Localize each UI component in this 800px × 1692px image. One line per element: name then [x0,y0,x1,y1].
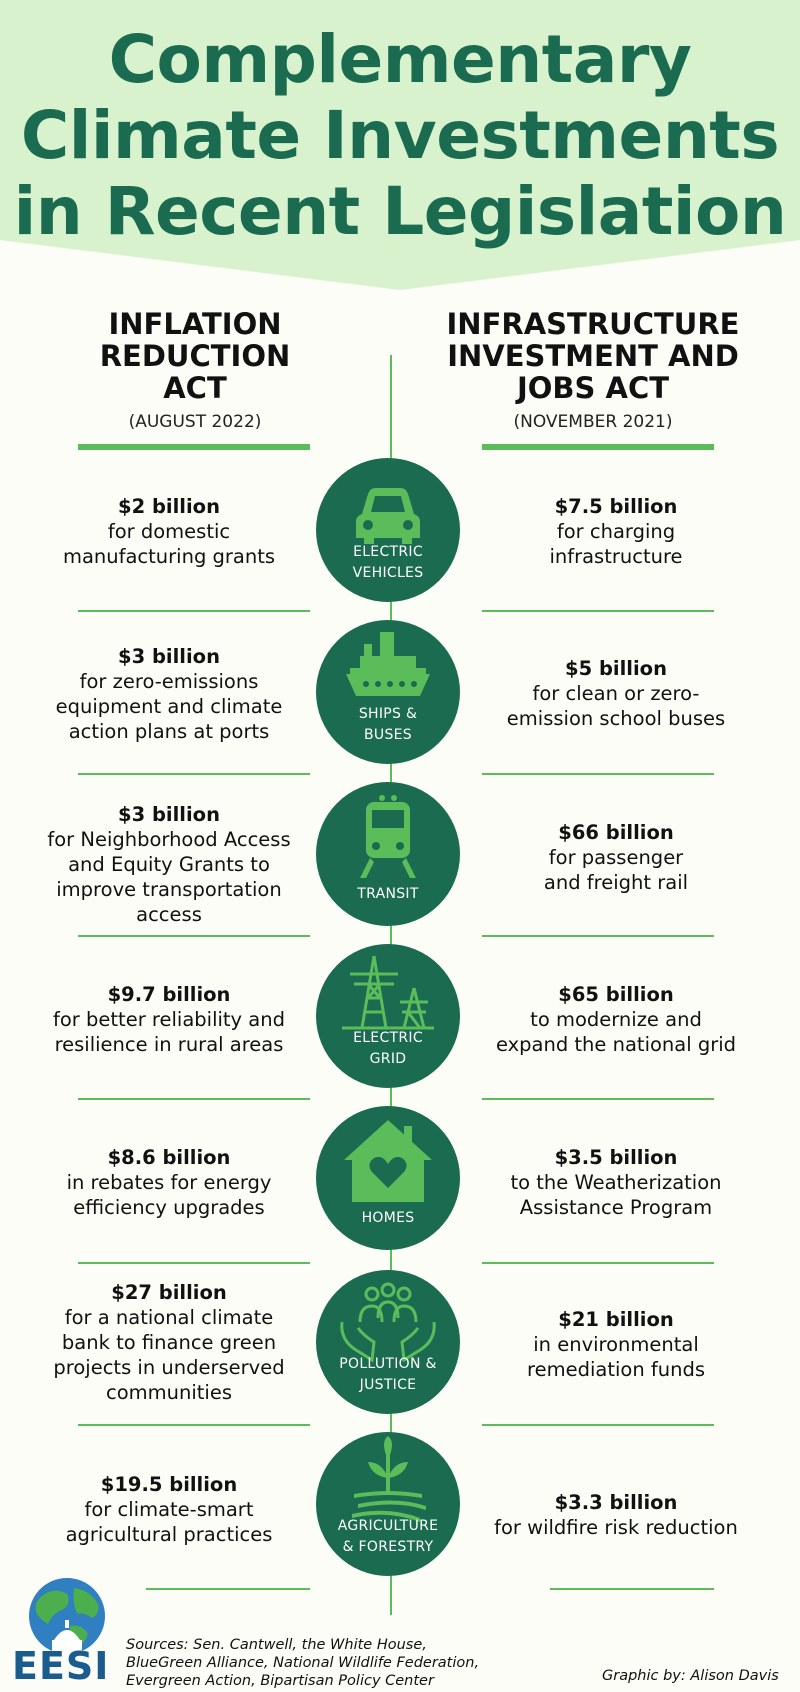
investment-description: for wildfire risk reduction [494,1516,738,1539]
left-row-divider [78,773,310,775]
category-label: TRANSIT [357,886,419,902]
right-investment-item [471,1307,761,1382]
left-act-header [25,308,365,432]
right-investment-item [471,1145,761,1220]
right-row-divider [482,935,714,937]
right-act-name: INFRASTRUCTURE INVESTMENT AND JOBS ACT [446,307,740,405]
title-line-3: in Recent Legislation [13,173,787,250]
left-row-divider [78,1424,310,1426]
category-circle [316,1106,460,1250]
investment-amount: $3.3 billion [554,1491,678,1514]
left-row-divider [78,935,310,937]
right-investment-item [471,494,761,569]
sources-text: Sources: Sen. Cantwell, the White House, BlueGreen Alliance, National Wildlife Federation, Evergreen Action, Bipartisan Policy Center [126,1637,480,1689]
left-investment-item [24,644,314,744]
investment-amount: $5 billion [565,657,667,680]
investment-description: for Neighborhood Access and Equity Grants to improve transportation access [47,828,291,926]
right-row-divider [482,1424,714,1426]
left-investment-item [24,982,314,1057]
investment-description: to modernize and expand the national grid [495,1008,737,1056]
left-act-date: (AUGUST 2022) [128,412,262,432]
left-investment-item [24,1280,314,1405]
category-label: POLLUTION & JUSTICE [339,1356,437,1393]
left-investment-item [24,494,314,569]
investment-amount: $8.6 billion [107,1146,231,1169]
category-label: ELECTRIC GRID [353,1030,423,1067]
investment-description: for a national climate bank to finance green projects in underserved communities [53,1306,285,1404]
right-act-date: (NOVEMBER 2021) [513,412,673,432]
investment-description: for clean or zero- emission school buses [506,682,726,730]
category-circle [316,782,460,926]
title-line-2: Climate Investments [20,97,780,174]
page-title [0,22,800,250]
right-investment-item [471,656,761,731]
category-label: HOMES [361,1210,415,1226]
investment-description: for domestic manufacturing grants [62,520,276,568]
investment-amount: $9.7 billion [107,983,231,1006]
investment-description: for charging infrastructure [549,520,683,568]
investment-amount: $27 billion [111,1281,227,1304]
right-act-header [423,308,763,432]
category-circle [316,620,460,764]
right-investment-item [471,982,761,1057]
left-investment-item [24,1145,314,1220]
title-line-1: Complementary [108,21,692,98]
investment-description: for better reliability and resilience in rural areas [53,1008,285,1056]
right-investment-item [471,820,761,895]
investment-amount: $19.5 billion [100,1473,238,1496]
left-investment-item [24,802,314,927]
investment-amount: $3.5 billion [554,1146,678,1169]
category-circle [316,1432,460,1576]
eesi-logo-text: EESI [12,1644,110,1688]
right-header-rule [482,444,714,450]
category-circle [316,458,460,602]
left-row-divider [78,1098,310,1100]
right-row-divider [482,773,714,775]
right-row-divider [482,610,714,612]
category-label: SHIPS & BUSES [358,706,418,743]
left-header-rule [78,444,310,450]
investment-amount: $21 billion [558,1308,674,1331]
left-investment-item [24,1472,314,1547]
left-row-divider [78,1262,310,1264]
investment-description: in environmental remediation funds [527,1333,705,1381]
investment-amount: $65 billion [558,983,674,1006]
category-circle [316,944,460,1088]
right-row-divider [482,1262,714,1264]
investment-description: to the Weatherization Assistance Program [510,1171,722,1219]
investment-amount: $66 billion [558,821,674,844]
investment-amount: $2 billion [118,495,220,518]
investment-amount: $7.5 billion [554,495,678,518]
investment-description: for climate-smart agricultural practices [65,1498,273,1546]
right-investment-item [471,1490,761,1540]
investment-amount: $3 billion [118,645,220,668]
category-label: ELECTRIC VEHICLES [352,544,424,581]
graphic-credit: Graphic by: Alison Davis [602,1668,779,1684]
investment-amount: $3 billion [118,803,220,826]
header-banner [0,0,800,290]
left-row-divider [78,610,310,612]
category-label: AGRICULTURE & FORESTRY [337,1518,439,1555]
left-row-divider [146,1588,310,1590]
investment-description: for zero-emissions equipment and climate action plans at ports [55,670,283,743]
right-row-divider [482,1098,714,1100]
investment-description: in rebates for energy efficiency upgrades [66,1171,272,1219]
left-act-name: INFLATION REDUCTION ACT [99,307,291,405]
investment-description: for passenger and freight rail [543,846,689,894]
category-circle [316,1270,460,1414]
right-row-divider [550,1588,714,1590]
